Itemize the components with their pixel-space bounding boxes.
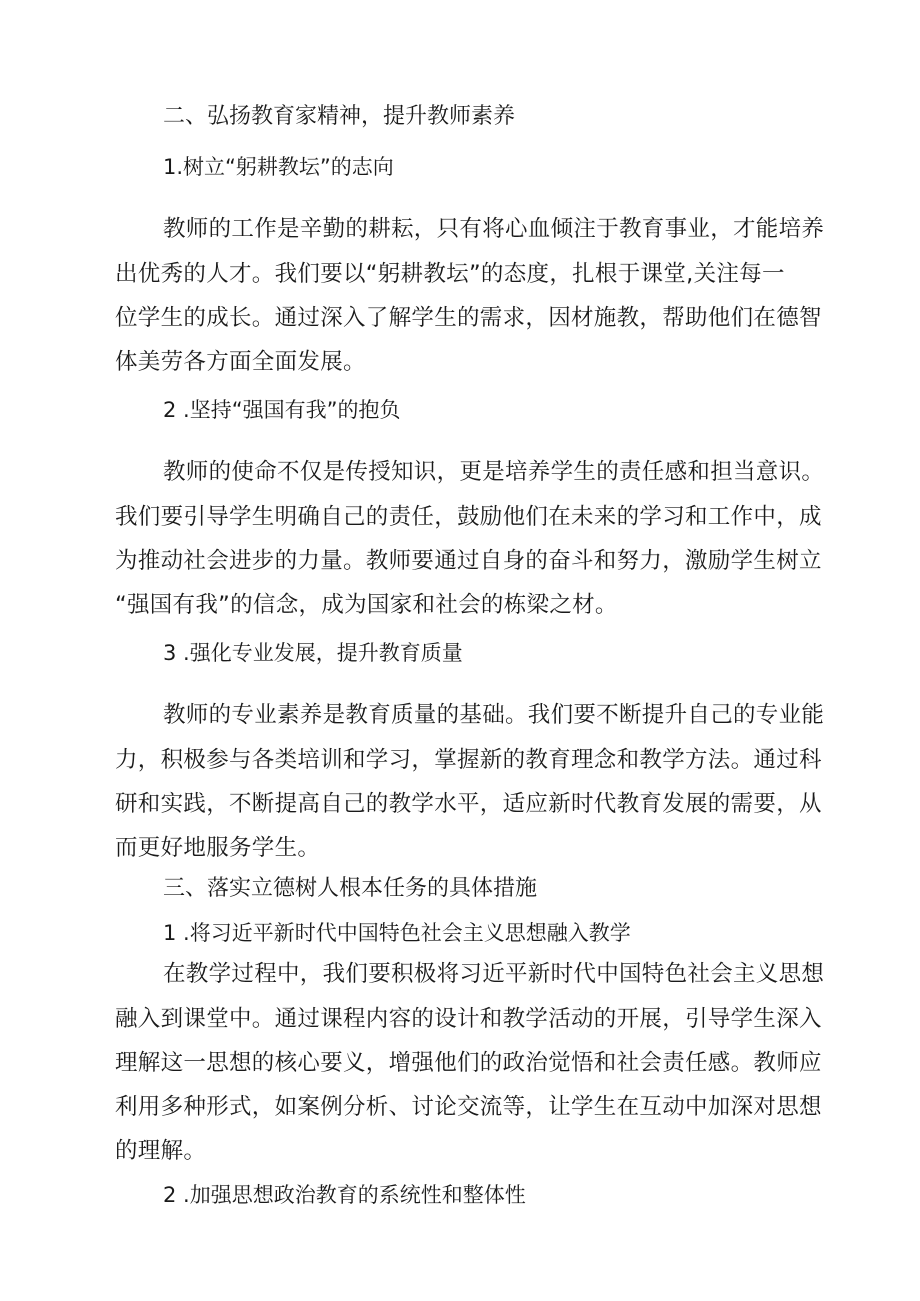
section-2-item-2-heading: 2 .坚持“强国有我”的抱负 [163,398,401,422]
section-3-item-2-heading: 2 .加强思想政治教育的系统性和整体性 [163,1183,526,1207]
section-3-title: 三、落实立德树人根本任务的具体措施 [163,876,538,901]
paragraph-line: 位学生的成长。通过深入了解学生的需求，因材施教，帮助他们在德智 [115,305,822,331]
paragraph-line: 研和实践，不断提高自己的教学水平，适应新时代教育发展的需要，从 [115,791,822,817]
paragraph-line: 力，积极参与各类培训和学习，掌握新的教育理念和教学方法。通过科 [115,747,822,773]
paragraph-line: 教师的专业素养是教育质量的基础。我们要不断提升自己的专业能 [163,702,825,728]
paragraph-line: 利用多种形式，如案例分析、讨论交流等，让学生在互动中加深对思想 [115,1094,822,1120]
paragraph-line: 出优秀的人才。我们要以“躬耕教坛”的态度，扎根于课堂,关注每一 [115,261,785,287]
paragraph-line: “强国有我”的信念，成为国家和社会的栋梁之材。 [115,592,618,618]
paragraph-line: 体美劳各方面全面发展。 [115,349,366,375]
paragraph-line: 我们要引导学生明确自己的责任，鼓励他们在未来的学习和工作中，成 [115,504,822,530]
paragraph-line: 理解这一思想的核心要义，增强他们的政治觉悟和社会责任感。教师应 [115,1050,822,1076]
section-2-item-1-heading: 1.树立“躬耕教坛”的志向 [163,155,394,179]
paragraph-line: 在教学过程中，我们要积极将习近平新时代中国特色社会主义思想 [163,961,825,987]
section-2-item-3-heading: 3 .强化专业发展，提升教育质量 [163,641,463,665]
paragraph-line: 教师的使命不仅是传授知识，更是培养学生的责任感和担当意识。 [163,459,825,485]
paragraph-line: 教师的工作是辛勤的耕耘，只有将心血倾注于教育事业，才能培养 [163,216,825,242]
paragraph-line: 融入到课堂中。通过课程内容的设计和教学活动的开展，引导学生深入 [115,1006,822,1032]
section-2-title: 二、弘扬教育家精神，提升教师素养 [163,104,516,129]
paragraph-line: 为推动社会进步的力量。教师要通过自身的奋斗和努力，激励学生树立 [115,548,822,574]
section-3-item-1-heading: 1 .将习近平新时代中国特色社会主义思想融入教学 [163,921,631,945]
paragraph-line: 的理解。 [115,1138,207,1164]
paragraph-line: 而更好地服务学生。 [115,835,321,861]
